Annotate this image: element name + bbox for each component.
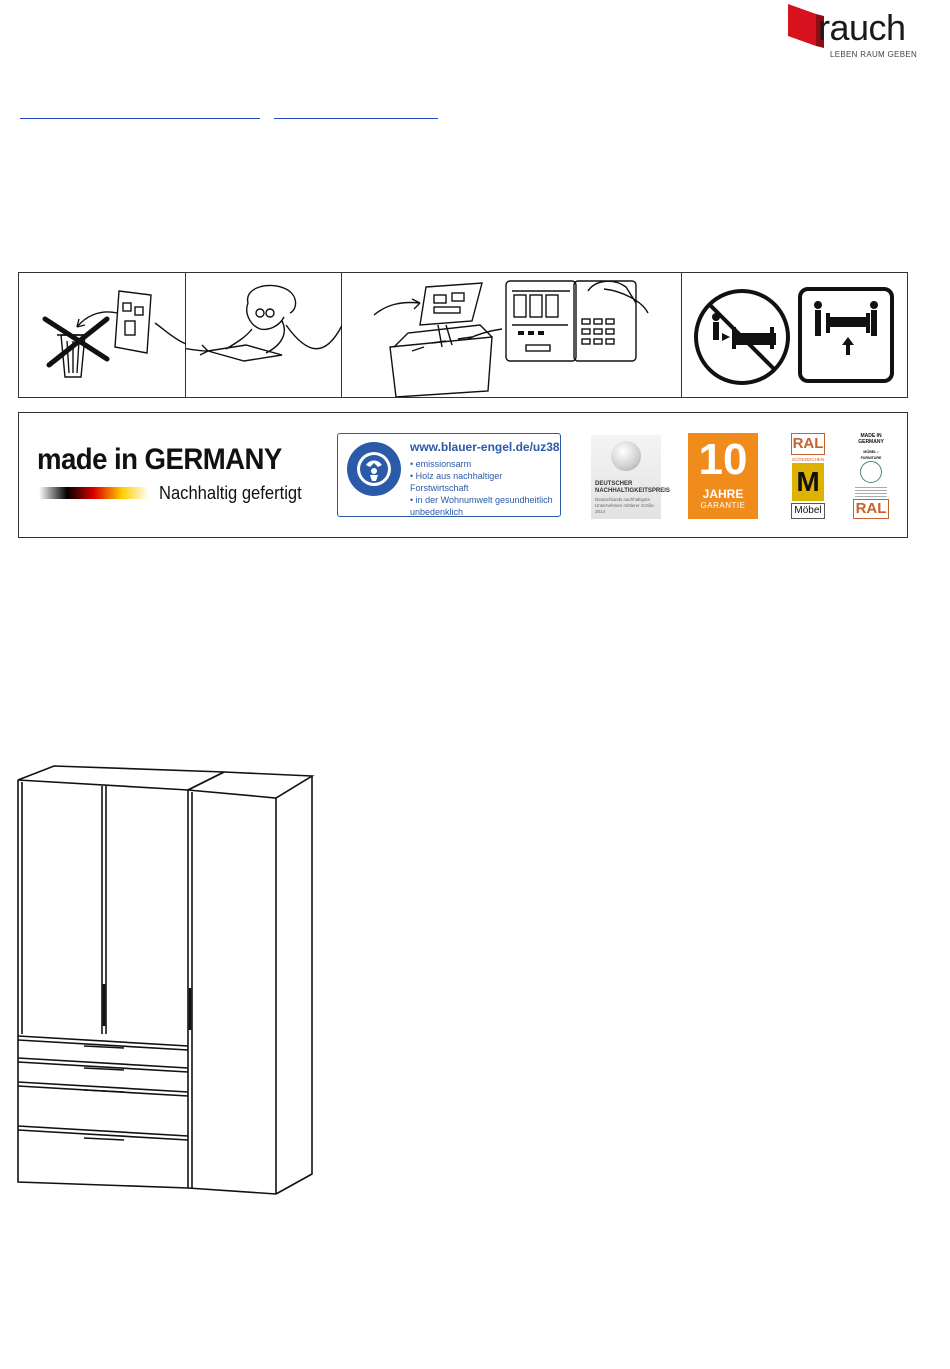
ral-m-icon: M bbox=[792, 463, 824, 501]
ral-made-in-germany-badge bbox=[853, 433, 889, 521]
warranty-badge bbox=[688, 433, 758, 519]
read-manual-icon bbox=[186, 273, 342, 397]
no-trash-icon bbox=[19, 273, 186, 397]
instruction-panel-read-manual bbox=[186, 273, 342, 397]
lift-dont-push-icon bbox=[682, 273, 907, 397]
blauer-engel-url: www.blauer-engel.de/uz38 bbox=[410, 440, 560, 454]
brand-logo bbox=[786, 2, 916, 58]
brand-tagline: LEBEN RAUM GEBEN bbox=[830, 50, 918, 59]
ral-mig-fineprint bbox=[855, 487, 887, 497]
document-link-1[interactable] bbox=[20, 100, 260, 119]
ral-mig-seal-icon bbox=[860, 461, 882, 483]
warranty-years: 10 bbox=[698, 435, 748, 484]
ral-logo: RAL bbox=[791, 433, 825, 455]
brand-name: rauch bbox=[818, 7, 906, 48]
blauer-engel-bullets bbox=[410, 458, 558, 518]
nachhaltigkeitspreis-title: DEUTSCHER NACHHALTIGKEITSPREIS bbox=[595, 481, 670, 494]
document-link-2[interactable] bbox=[274, 100, 438, 119]
nachhaltigkeitspreis-badge bbox=[591, 435, 670, 519]
instruction-strip bbox=[18, 272, 908, 398]
instruction-panel-keep-documents bbox=[342, 273, 682, 397]
blauer-engel-seal-icon bbox=[346, 441, 402, 497]
made-in-germany-title: made in GERMANY bbox=[37, 443, 282, 476]
warranty-label: GARANTIE bbox=[700, 501, 746, 510]
nachhaltigkeitspreis-subtitle: Deutschlands nachhaltigste Unternehmen mittlerer Größe 2014 bbox=[595, 497, 654, 514]
blauer-engel-bullet: • in der Wohnumwelt gesundheitlich unbedenklich bbox=[410, 494, 558, 518]
german-flag-bar bbox=[39, 487, 149, 499]
warranty-unit: JAHRE bbox=[702, 487, 744, 501]
ral-logo: RAL bbox=[853, 499, 889, 519]
blauer-engel-badge bbox=[337, 433, 561, 517]
ral-guetezeichen: GÜTEZEICHEN bbox=[791, 457, 825, 462]
ral-moebel-badge bbox=[791, 433, 825, 519]
wardrobe-with-drawers-drawing bbox=[14, 762, 324, 1202]
blauer-engel-bullet: • Holz aus nachhaltiger Forstwirtschaft bbox=[410, 470, 558, 494]
blauer-engel-bullet: • emissionsarm bbox=[410, 458, 558, 470]
instruction-panel-no-trash bbox=[19, 273, 186, 397]
made-in-germany-subtitle: Nachhaltig gefertigt bbox=[159, 483, 302, 503]
award-sphere-icon bbox=[611, 441, 641, 471]
instruction-panel-lift-dont-push bbox=[682, 273, 907, 397]
ral-moebel-label: Möbel bbox=[791, 503, 825, 519]
keep-documents-icon bbox=[342, 273, 682, 397]
ral-mig-header: MADE IN GERMANY bbox=[858, 433, 884, 445]
ral-mig-sub: MÖBEL • FURNITURE bbox=[860, 450, 882, 460]
certification-strip bbox=[18, 412, 908, 538]
